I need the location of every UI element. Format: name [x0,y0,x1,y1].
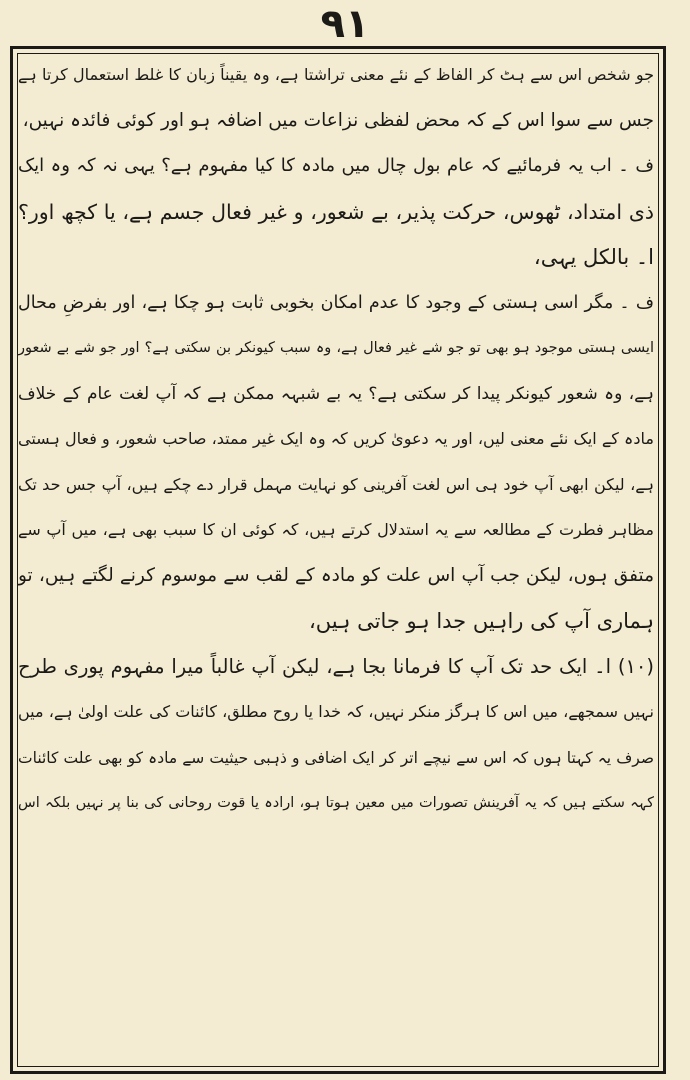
text-line-17: کہہ سکتے ہیں کہ یہ آفرینش تصورات میں معین ہوتا ہو، ارادہ یا قوت روحانی کی بنا پر نہیں بلکہ اس [18,795,654,811]
text-line-10: ہے، لیکن ابھی آپ خود ہی اس لغت آفرینی کو نہایت مہمل قرار دے چکے ہیں، آپ جس حد تک [18,474,654,494]
text-line-6: ف ۔ مگر اسی ہستی کے وجود کا عدم امکان بخوبی ثابت ہو چکا ہے، اور بفرضِ محال [18,292,654,313]
text-line-13: ہماری آپ کی راہیں جدا ہو جاتی ہیں، [309,609,654,633]
text-line-14: (۱۰) ا۔ ایک حد تک آپ کا فرمانا بجا ہے، لیکن آپ غالباً میرا مفہوم پوری طرح [18,654,654,678]
text-line-11: مظاہر فطرت کے مطالعہ سے یہ استدلال کرتے ہیں، کہ کوئی ان کا سبب بھی ہے، میں آپ سے [18,520,654,539]
text-line-12: متفق ہوں، لیکن جب آپ اس علت کو مادہ کے لقب سے موسوم کرنے لگتے ہیں، تو [18,564,654,586]
page-number: ۹۱ [320,1,370,47]
page-text [18,60,654,1070]
text-line-8: ہے، وہ شعور کیونکر پیدا کر سکتی ہے؟ یہ بے شبہہ ممکن ہے کہ آپ لغت عام کے خلاف [18,383,654,404]
text-line-4: ذی امتداد، ٹھوس، حرکت پذیر، بے شعور، و غیر فعال جسم ہے، یا کچھ اور؟ [18,199,654,224]
text-line-7: ایسی ہستی موجود ہو بھی تو جو شے غیر فعال ہے، وہ سبب کیونکر بن سکتی ہے؟ اور جو شے بے شعور [18,340,654,356]
text-line-15: نہیں سمجھے، میں اس کا ہرگز منکر نہیں، کہ خدا یا روح مطلق، کائنات کی علت اولیٰ ہے، میں [18,702,654,721]
text-line-1: جو شخص اس سے ہٹ کر الفاظ کے نئے معنی تراشتا ہے، وہ یقیناً زبان کا غلط استعمال کرتا ہے [18,65,654,84]
text-line-2: جس سے سوا اس کے کہ محض لفظی نزاعات میں اضافہ ہو اور کوئی فائدہ نہیں، [22,109,654,131]
text-line-16: صرف یہ کہتا ہوں کہ اس سے نیچے اتر کر ایک اضافی و ذہبی حیثیت سے مادہ کو بھی علت کائنات [18,748,654,767]
text-line-9: مادہ کے ایک نئے معنی لیں، اور یہ دعویٰ کریں کہ وہ ایک غیر ممتد، صاحب شعور، و فعال ہستی [18,429,654,448]
text-line-3: ف ۔ اب یہ فرمائیے کہ عام بول چال میں مادہ کا کیا مفہوم ہے؟ یہی نہ کہ وہ ایک [18,155,654,176]
text-line-5: ا۔ بالکل یہی، [533,245,654,269]
